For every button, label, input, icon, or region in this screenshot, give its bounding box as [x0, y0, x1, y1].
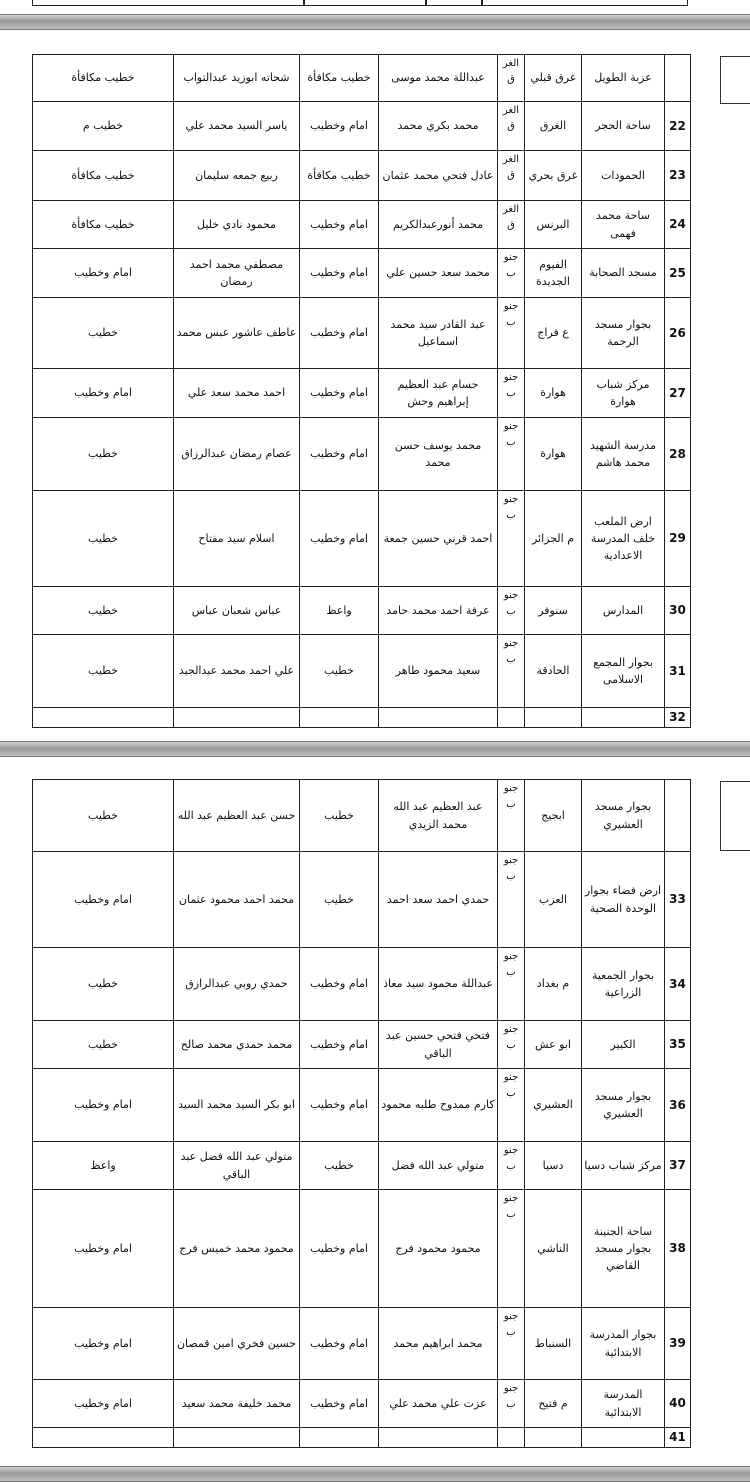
imam-role-cell: امام وخطيب	[300, 418, 379, 491]
table-row	[33, 948, 691, 1021]
imam-role-cell: خطيب مكافأة	[300, 55, 379, 102]
khatib-cell: مصطفي محمد احمد رمضان	[174, 249, 300, 298]
village-cell: مركز شباب هوارة	[582, 369, 665, 418]
empty-cell	[300, 1428, 379, 1448]
area-cell: غرق بحري	[525, 151, 582, 201]
khatib-role-cell: امام وخطيب	[33, 1190, 174, 1308]
row-number: 22	[665, 102, 691, 151]
imam-role-cell: امام وخطيب	[300, 298, 379, 369]
area-cell: الغرق	[525, 102, 582, 151]
direction-cell: جنوب	[498, 1308, 525, 1380]
empty-cell	[33, 708, 174, 728]
imam-role-cell: خطيب	[300, 1142, 379, 1190]
direction-cell: جنوب	[498, 491, 525, 587]
imam-role-cell: امام وخطيب	[300, 249, 379, 298]
table-row	[33, 587, 691, 635]
row-number: 31	[665, 635, 691, 708]
khatib-cell: حمدي روبي عبدالرازق	[174, 948, 300, 1021]
khatib-cell: حسين فخري امين قمصان	[174, 1308, 300, 1380]
khatib-cell: عاطف عاشور عبس محمد	[174, 298, 300, 369]
imam-role-cell: خطيب	[300, 780, 379, 852]
khatib-role-cell: امام وخطيب	[33, 369, 174, 418]
khatib-cell: ربيع جمعه سليمان	[174, 151, 300, 201]
village-cell: الحمودات	[582, 151, 665, 201]
village-cell: مدرسة الشهيد محمد هاشم	[582, 418, 665, 491]
table-row	[33, 491, 691, 587]
empty-cell	[498, 708, 525, 728]
khatib-cell: متولي عبد الله فضل عبد الباقي	[174, 1142, 300, 1190]
village-cell: بجوار مسجد العشيري	[582, 1069, 665, 1142]
area-cell: ابجيج	[525, 780, 582, 852]
direction-cell: الغرق	[498, 55, 525, 102]
area-cell: م بغداد	[525, 948, 582, 1021]
direction-cell: جنوب	[498, 249, 525, 298]
table-row	[33, 1021, 691, 1069]
imam-cell: محمد سعد حسين علي	[379, 249, 498, 298]
imam-role-cell: امام وخطيب	[300, 948, 379, 1021]
row-number: 28	[665, 418, 691, 491]
village-cell: المدارس	[582, 587, 665, 635]
khatib-role-cell: امام وخطيب	[33, 1380, 174, 1428]
side-box	[720, 56, 750, 104]
empty-cell	[33, 1428, 174, 1448]
imam-cell: حسام عبد العظيم إبراهيم وحش	[379, 369, 498, 418]
khatib-role-cell: خطيب	[33, 1021, 174, 1069]
table-row	[33, 102, 691, 151]
khatib-role-cell: خطيب	[33, 635, 174, 708]
row-number: 29	[665, 491, 691, 587]
area-cell: السنباط	[525, 1308, 582, 1380]
empty-cell	[525, 1428, 582, 1448]
khatib-cell: ابو بكر السيد محمد السيد	[174, 1069, 300, 1142]
table-row	[33, 249, 691, 298]
khatib-role-cell: خطيب مكافأة	[33, 201, 174, 249]
imam-role-cell: امام وخطيب	[300, 1021, 379, 1069]
row-number: 41	[665, 1428, 691, 1448]
row-number	[665, 55, 691, 102]
imam-role-cell: امام وخطيب	[300, 1069, 379, 1142]
khatib-role-cell: امام وخطيب	[33, 852, 174, 948]
village-cell: بجوار الجمعية الزراعية	[582, 948, 665, 1021]
row-number: 30	[665, 587, 691, 635]
row-number: 25	[665, 249, 691, 298]
area-cell: م فتيح	[525, 1380, 582, 1428]
area-cell: العزب	[525, 852, 582, 948]
khatib-cell: ياسر السيد محمد علي	[174, 102, 300, 151]
imam-cell: محمود محمود فرج	[379, 1190, 498, 1308]
table-row	[33, 1190, 691, 1308]
khatib-role-cell: خطيب	[33, 587, 174, 635]
imam-role-cell: امام وخطيب	[300, 201, 379, 249]
table-row	[33, 1380, 691, 1428]
village-cell: بجوار مسجد الرحمة	[582, 298, 665, 369]
khatib-cell: علي احمد محمد عبدالجيد	[174, 635, 300, 708]
area-cell: سنوفر	[525, 587, 582, 635]
table-row	[33, 298, 691, 369]
direction-cell: جنوب	[498, 852, 525, 948]
khatib-role-cell: خطيب م	[33, 102, 174, 151]
imam-cell: حمدي احمد سعد احمد	[379, 852, 498, 948]
table-row	[33, 201, 691, 249]
schedule-table-1	[32, 54, 691, 728]
direction-cell: جنوب	[498, 635, 525, 708]
area-cell: غرق قبلي	[525, 55, 582, 102]
village-cell: المدرسة الابتدائية	[582, 1380, 665, 1428]
table-row-empty	[33, 708, 691, 728]
imam-cell: سعيد محمود طاهر	[379, 635, 498, 708]
khatib-cell: محمد حمدي محمد صالح	[174, 1021, 300, 1069]
area-cell: دسيا	[525, 1142, 582, 1190]
direction-cell: جنوب	[498, 418, 525, 491]
imam-cell: احمد قرني حسين جمعة	[379, 491, 498, 587]
khatib-cell: محمد خليفة محمد سعيد	[174, 1380, 300, 1428]
area-cell: هوارة	[525, 369, 582, 418]
village-cell: الكبير	[582, 1021, 665, 1069]
village-cell: بجوار مسجد العشيري	[582, 780, 665, 852]
area-cell: الناشي	[525, 1190, 582, 1308]
village-cell: مسجد الصحابة	[582, 249, 665, 298]
imam-role-cell: امام وخطيب	[300, 491, 379, 587]
row-number: 36	[665, 1069, 691, 1142]
village-cell: ارض الملعب خلف المدرسة الاعدادية	[582, 491, 665, 587]
row-number: 26	[665, 298, 691, 369]
table-row	[33, 1142, 691, 1190]
khatib-cell: اسلام سيد مفتاح	[174, 491, 300, 587]
row-number: 32	[665, 708, 691, 728]
khatib-role-cell: خطيب	[33, 491, 174, 587]
direction-cell: الغرق	[498, 102, 525, 151]
imam-role-cell: خطيب	[300, 852, 379, 948]
row-number: 37	[665, 1142, 691, 1190]
page-separator	[0, 14, 750, 30]
khatib-role-cell: خطيب	[33, 780, 174, 852]
direction-cell: جنوب	[498, 1190, 525, 1308]
empty-cell	[525, 708, 582, 728]
village-cell: بجوار المجمع الاسلامى	[582, 635, 665, 708]
area-cell: هوارة	[525, 418, 582, 491]
area-cell: ع فراج	[525, 298, 582, 369]
khatib-cell: احمد محمد سعد علي	[174, 369, 300, 418]
khatib-role-cell: امام وخطيب	[33, 249, 174, 298]
imam-cell: عبداللة محمد موسى	[379, 55, 498, 102]
header-row	[33, 55, 691, 102]
table-row	[33, 635, 691, 708]
schedule-table-2	[32, 779, 691, 1448]
empty-cell	[379, 1428, 498, 1448]
row-number: 40	[665, 1380, 691, 1428]
row-number	[665, 780, 691, 852]
row-number: 34	[665, 948, 691, 1021]
village-cell: ساحة الحجر	[582, 102, 665, 151]
village-cell: عزبة الطويل	[582, 55, 665, 102]
table-row-empty	[33, 1428, 691, 1448]
khatib-cell: محمود محمد خميس فرج	[174, 1190, 300, 1308]
imam-role-cell: خطيب	[300, 635, 379, 708]
imam-cell: عزت علي محمد علي	[379, 1380, 498, 1428]
table-row	[33, 1069, 691, 1142]
village-cell: مركز شباب دسيا	[582, 1142, 665, 1190]
imam-role-cell: امام وخطيب	[300, 1380, 379, 1428]
previous-page-table-edge	[32, 0, 688, 6]
empty-cell	[498, 1428, 525, 1448]
khatib-role-cell: واعظ	[33, 1142, 174, 1190]
empty-cell	[174, 1428, 300, 1448]
table-row	[33, 852, 691, 948]
direction-cell: جنوب	[498, 780, 525, 852]
area-cell: الحادقة	[525, 635, 582, 708]
area-cell: ابو عش	[525, 1021, 582, 1069]
village-cell: بجوار المدرسة الابتدائية	[582, 1308, 665, 1380]
imam-cell: محمد ابراهيم محمد	[379, 1308, 498, 1380]
village-cell: ساحة محمد فهمى	[582, 201, 665, 249]
khatib-role-cell: امام وخطيب	[33, 1308, 174, 1380]
khatib-role-cell: خطيب	[33, 418, 174, 491]
direction-cell: جنوب	[498, 369, 525, 418]
khatib-role-cell: خطيب مكافأة	[33, 55, 174, 102]
direction-cell: جنوب	[498, 1021, 525, 1069]
row-number: 38	[665, 1190, 691, 1308]
table-row	[33, 418, 691, 491]
khatib-role-cell: امام وخطيب	[33, 1069, 174, 1142]
khatib-cell: عصام رمضان عبدالرزاق	[174, 418, 300, 491]
direction-cell: الغرق	[498, 151, 525, 201]
direction-cell: جنوب	[498, 1069, 525, 1142]
row-number: 33	[665, 852, 691, 948]
header-row	[33, 780, 691, 852]
khatib-role-cell: خطيب	[33, 298, 174, 369]
imam-cell: كارم ممدوح طلبه محمود	[379, 1069, 498, 1142]
khatib-role-cell: خطيب	[33, 948, 174, 1021]
empty-cell	[379, 708, 498, 728]
imam-cell: متولي عبد الله فضل	[379, 1142, 498, 1190]
direction-cell: جنوب	[498, 948, 525, 1021]
direction-cell: الغرق	[498, 201, 525, 249]
imam-role-cell: امام وخطيب	[300, 1308, 379, 1380]
empty-cell	[300, 708, 379, 728]
khatib-cell: محمد احمد محمود عثمان	[174, 852, 300, 948]
khatib-role-cell: خطيب مكافأة	[33, 151, 174, 201]
imam-cell: محمد أنورعبدالكريم	[379, 201, 498, 249]
imam-role-cell: واعظ	[300, 587, 379, 635]
khatib-cell: عباس شعبان عباس	[174, 587, 300, 635]
area-cell: العشيري	[525, 1069, 582, 1142]
khatib-cell: شحاته ابوزيد عبدالتواب	[174, 55, 300, 102]
imam-cell: محمد يوسف حسن محمد	[379, 418, 498, 491]
khatib-cell: حسن عبد العظيم عبد الله	[174, 780, 300, 852]
imam-cell: فتحي فتحي حسين عبد الباقي	[379, 1021, 498, 1069]
row-number: 23	[665, 151, 691, 201]
imam-cell: عرفة احمد محمد حامد	[379, 587, 498, 635]
row-number: 24	[665, 201, 691, 249]
page-separator	[0, 1466, 750, 1482]
imam-role-cell: امام وخطيب	[300, 369, 379, 418]
direction-cell: جنوب	[498, 1380, 525, 1428]
row-number: 39	[665, 1308, 691, 1380]
village-cell: ارض فضاء بجوار الوحدة الصحية	[582, 852, 665, 948]
imam-cell: عبد القادر سيد محمد اسماعيل	[379, 298, 498, 369]
side-box	[720, 781, 750, 851]
imam-cell: عادل فتحي محمد عثمان	[379, 151, 498, 201]
imam-cell: عبد العظيم عبد الله محمد الزيدي	[379, 780, 498, 852]
direction-cell: جنوب	[498, 1142, 525, 1190]
area-cell: م الجزائر	[525, 491, 582, 587]
imam-cell: محمد بكري محمد	[379, 102, 498, 151]
direction-cell: جنوب	[498, 298, 525, 369]
area-cell: البرنس	[525, 201, 582, 249]
table-row	[33, 369, 691, 418]
row-number: 27	[665, 369, 691, 418]
imam-cell: عبداللة محمود سيد معاذ	[379, 948, 498, 1021]
table-row	[33, 1308, 691, 1380]
table-row	[33, 151, 691, 201]
imam-role-cell: خطيب مكافأة	[300, 151, 379, 201]
direction-cell: جنوب	[498, 587, 525, 635]
imam-role-cell: امام وخطيب	[300, 102, 379, 151]
empty-cell	[174, 708, 300, 728]
empty-cell	[582, 708, 665, 728]
row-number: 35	[665, 1021, 691, 1069]
imam-role-cell: امام وخطيب	[300, 1190, 379, 1308]
khatib-cell: محمود نادي خليل	[174, 201, 300, 249]
page-separator	[0, 741, 750, 757]
empty-cell	[582, 1428, 665, 1448]
village-cell: ساحة الجنينة بجوار مسجد القاضي	[582, 1190, 665, 1308]
area-cell: الفيوم الجديدة	[525, 249, 582, 298]
